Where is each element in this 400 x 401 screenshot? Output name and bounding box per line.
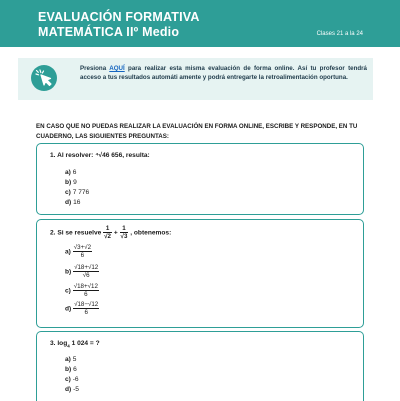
aqui-link[interactable]: AQUÍ: [109, 65, 125, 72]
question-2-option-a: a) $\frac{√3+√2}{6}$: [65, 244, 92, 259]
header-banner: [0, 0, 400, 47]
question-1-option-d: d) 16: [65, 199, 81, 206]
question-2-option-b: b) $\frac{√18+√12}{√6}$: [65, 264, 99, 279]
question-1-option-a: a) 6: [65, 169, 77, 176]
question-1-box: [36, 143, 364, 215]
online-note-text: Presiona AQUÍ para realizar esta misma evaluación de forma online. Así tu profesor tendrá acceso a tus resultados automáti amente y podrá entregarte la retroalimentación oportuna.: [80, 65, 367, 82]
hand-click-icon: [31, 65, 57, 91]
question-3-option-c: c) -6: [65, 376, 79, 383]
question-2-term-1: $\frac{1}{√2}$: [104, 225, 111, 240]
question-2-option-c: c) $\frac{√18+√12}{6}$: [65, 283, 98, 298]
online-note-box: [18, 58, 373, 100]
question-1-expression: ⁴√46 656: [95, 152, 123, 159]
classes-label: Clases 21 a la 24: [316, 31, 363, 37]
question-2-term-2: $\frac{1}{√3}$: [120, 225, 128, 240]
question-3-option-d: d) -5: [65, 386, 79, 393]
question-3-box: [36, 331, 364, 401]
question-2-box: [36, 219, 364, 328]
question-1-text: 1. Al resolver: ⁴√46 656, resulta:: [50, 152, 150, 159]
question-3-option-b: b) 6: [65, 366, 77, 373]
page-subtitle: MATEMÁTICA IIº Medio: [38, 25, 180, 39]
instructions-text: EN CASO QUE NO PUEDAS REALIZAR LA EVALUACIÓN EN FORMA ONLINE, ESCRIBE Y RESPONDE, EN TU CUADERNO, LAS SIGUIENTES PREGUNTAS:: [36, 123, 358, 140]
question-1-option-c: c) 7 776: [65, 189, 90, 196]
question-2-text: 2. Si se resuelve $\frac{1}{√2}$ + $\frac{1}{√3}$ , obtenemos:: [50, 225, 172, 240]
question-2-option-d: d) $\frac{√18-√12}{6}$: [65, 301, 99, 316]
question-3-text: 3. $\log_4 1$ 024 = ?: [50, 340, 100, 349]
question-1-option-b: b) 9: [65, 179, 77, 186]
page-title: EVALUACIÓN FORMATIVA: [38, 10, 200, 24]
question-3-option-a: a) 5: [65, 356, 77, 363]
